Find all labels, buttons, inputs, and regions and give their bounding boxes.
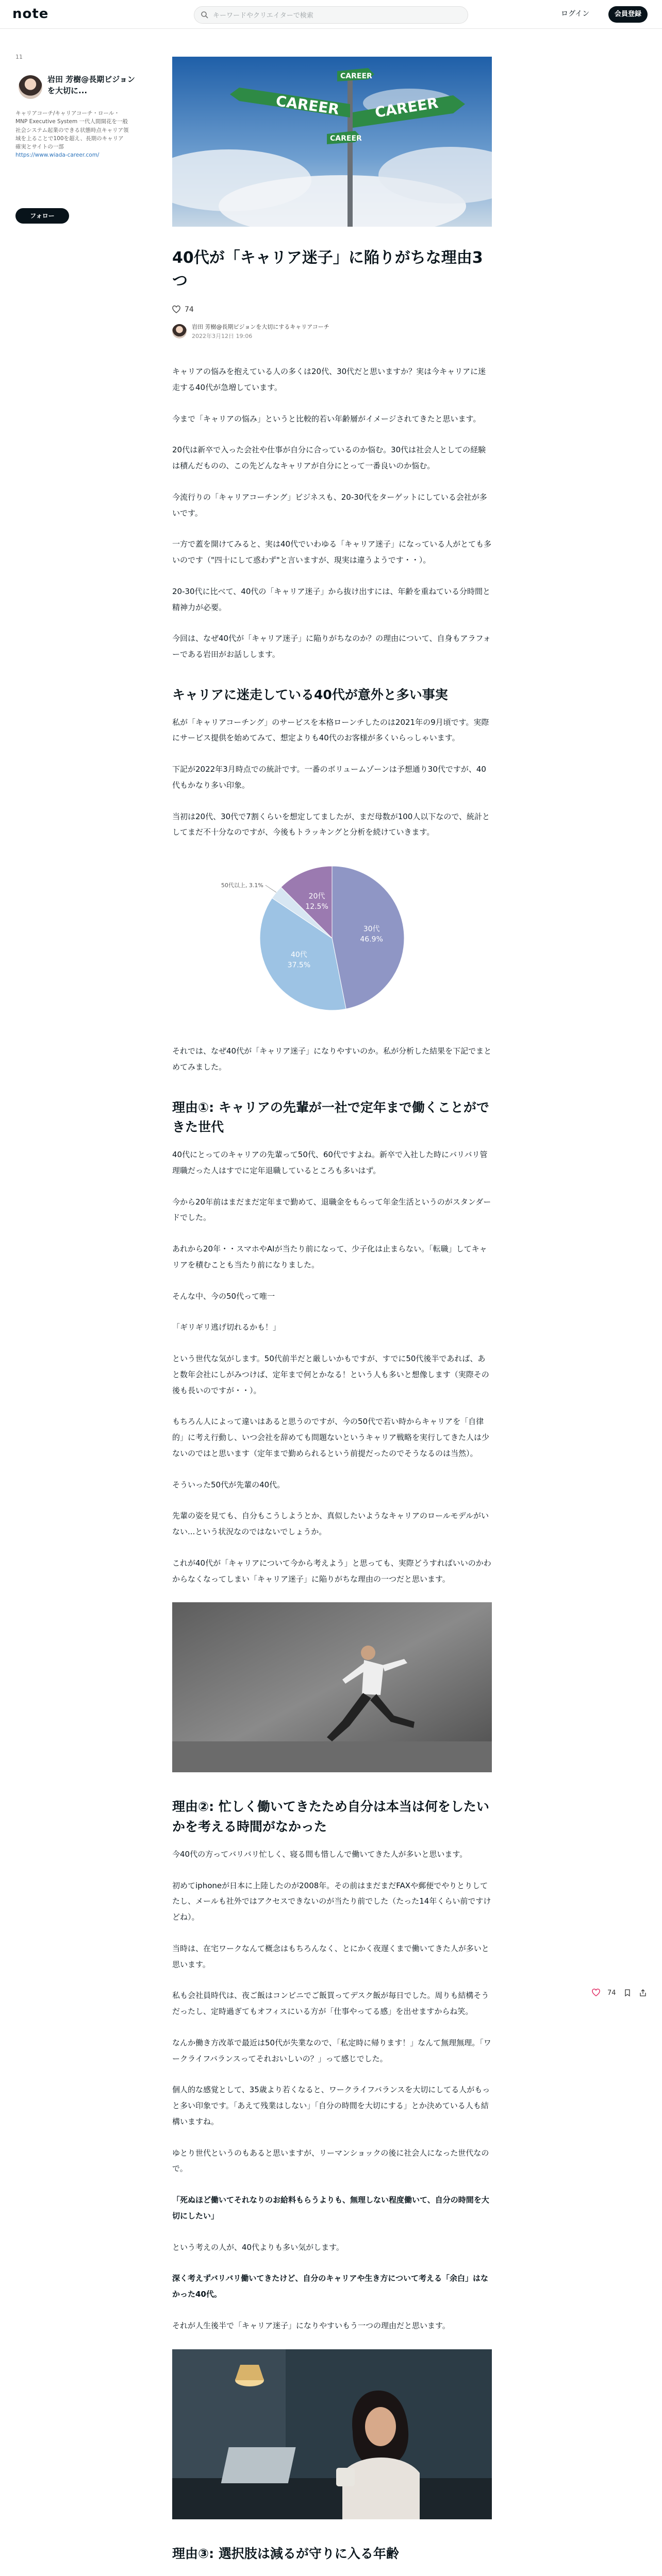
section-heading: 理由①: キャリアの先輩が一社で定年まで働くことができた世代 [172, 1099, 489, 1135]
search-box[interactable] [194, 6, 468, 24]
paragraph: 今流行りの「キャリアコーチング」ビジネスも、20-30代をターゲットにしている会社が多いです。 [172, 492, 487, 518]
pie-leader-line [266, 885, 276, 892]
top-header [0, 0, 662, 29]
bold-paragraph: 「死ぬほど働いてそれなりのお給料もらうよりも、無理しない程度働いて、自分の時間を大切にしたい」 [172, 2195, 489, 2221]
follower-count: 11 [15, 54, 23, 60]
paragraph: 40代にとってのキャリアの先輩って50代、60代ですよね。新卒で入社した時にバリバリ管理職だった人はすでに定年退職しているところも多いはず。 [172, 1150, 488, 1175]
runner-photo [172, 1602, 492, 1772]
paragraph: キャリアの悩みを抱えている人の多くは20代、30代だと思いますか？実は今キャリアに迷走する40代が急増しています。 [172, 367, 486, 392]
paragraph: それでは、なぜ40代が「キャリア迷子」になりやすいのか。私が分析した結果を下記でまとめてみました。 [172, 1046, 492, 1072]
pie-value-label: 12.5% [305, 902, 328, 911]
paragraph: 今回は、なぜ40代が「キャリア迷子」に陥りがちなのか？の理由について、自身もアラフォーである岩田がお話しします。 [172, 634, 491, 659]
bio-link[interactable]: https://www.wiada-career.com/ [15, 152, 100, 159]
heart-icon[interactable] [592, 1989, 600, 1997]
paragraph: 私も会社員時代は、夜ご飯はコンビニでご飯買ってデスク飯が毎日でした。周りも結構そうだったし、定時過ぎてもオフィスにいる方が「仕事やってる感」を出せますからね笑。 [172, 1991, 489, 2016]
note-logo[interactable]: note [12, 6, 49, 22]
like-count: 74 [185, 306, 194, 314]
woman-laptop-image [172, 2349, 492, 2521]
paragraph: 「ギリギリ逃げ切れるかも！」 [172, 1323, 281, 1332]
paragraph: ゆとり世代というのもあると思いますが、リーマンショックの後に社会人になった世代なので。 [172, 2148, 489, 2174]
author-name[interactable]: 岩田 芳樹@長期ビジョンを大切に... [47, 75, 135, 95]
paragraph: もちろん人によって違いはあると思うのですが、今の50代で若い時からキャリアを「自律的」に考え行動し、いつ会社を辞めても問題ないというキャリア戦略を実行してきた人は少ないのではと思います（定年まで勤められるという前提だったのでそうなるのは当然）。 [172, 1417, 490, 1458]
follow-button[interactable]: フォロー [15, 208, 69, 224]
pie-category-label: 40代 [290, 951, 307, 959]
byline-name[interactable]: 岩田 芳樹@長期ビジョンを大切にするキャリアコーチ [192, 324, 329, 330]
hero-image [172, 57, 492, 227]
paragraph: 一方で蓋を開けてみると、実は40代でいわゆる「キャリア迷子」になっている人がとても多いのです（"四十にして惑わず"と言いますが、現実は違うようです・・）。 [172, 539, 492, 565]
sign-text: CAREER [330, 134, 362, 143]
paragraph: 初めてiphoneが日本に上陸したのが2008年。その前はまだまだFAXや郵便でやりとりしてたし、メールも社外ではアクセスできないのが当たり前でした（たった14年くらい前ですけどね）。 [172, 1880, 491, 1922]
paragraph: あれから20年・・スマホやAIが当たり前になって、少子化は止まらない。「転職」してキャリアを積むことも当たり前になりました。 [172, 1244, 487, 1269]
paragraph: そういった50代が先輩の40代。 [172, 1480, 285, 1489]
byline-date: 2022年3月12日 19:06 [192, 333, 253, 340]
running-man-image [172, 1602, 492, 1774]
pie-value-label: 46.9% [360, 935, 383, 944]
byline [172, 323, 492, 340]
pie-category-label: 50代以上, 3.1% [221, 882, 263, 889]
paragraph: 下記が2022年3月時点での統計です。一番のボリュームゾーンは予想通り30代ですが、40代もかなり多い印象。 [172, 765, 486, 790]
pie-value-label: 37.5% [287, 961, 311, 970]
pie-category-label: 30代 [363, 925, 380, 934]
section-heading: 理由③: 選択肢は減るが守りに入る年齢 [172, 2546, 399, 2561]
search-input[interactable] [213, 10, 460, 21]
paragraph: それが人生後半で「キャリア迷子」になりやすいもう一つの理由だと思います。 [172, 2320, 450, 2330]
action-rail [592, 1989, 647, 1997]
paragraph: 当初は20代、30代で7割くらいを想定してましたが、まだ母数が100人以下なので、統計としてまだ不十分なのですが、今後もトラッキングと分析を続けていきます。 [172, 811, 490, 837]
paragraph: 今まで「キャリアの悩み」というと比較的若い年齢層がイメージされてきたと思います。 [172, 414, 481, 423]
paragraph: 20代は新卒で入った会社や仕事が自分に合っているのか悩む。30代は社会人としての経験は積んだものの、この先どんなキャリアが自分にとって一番良いのか悩む。 [172, 445, 486, 470]
article [172, 57, 492, 2576]
like-row [172, 304, 492, 315]
byline-avatar[interactable] [172, 324, 187, 338]
rail-like-count: 74 [607, 1989, 616, 1997]
paragraph: そんな中、今の50代って唯一 [172, 1291, 275, 1301]
woman-laptop-photo [172, 2349, 492, 2519]
paragraph: という世代な気がします。50代前半だと厳しいかもですが、すでに50代後半であれば、あと数年会社にしがみつけば、定年まで何とかなる！という人も多いと想像します（実際その後も長いのですが・・）。 [172, 1354, 489, 1395]
login-link[interactable]: ログイン [561, 10, 590, 18]
section-heading: キャリアに迷走している40代が意外と多い事実 [172, 687, 448, 702]
sign-text: CAREER [373, 94, 440, 121]
paragraph: 20-30代に比べて、40代の「キャリア迷子」から抜け出すには、年齢を重ねている分時間と精神力が必要。 [172, 586, 491, 612]
author-avatar[interactable] [19, 75, 42, 99]
article-body [172, 364, 492, 2576]
search-icon [201, 11, 209, 19]
bookmark-icon[interactable] [623, 1989, 632, 1997]
age-pie-chart [172, 856, 492, 1023]
paragraph: なんか働き方改革で最近は50代が失業なので、「私定時に帰ります！」なんて無理無理。「ワークライフバランスってそれおいしいの？」って感じでした。 [172, 2038, 491, 2063]
paragraph: 今40代の方ってバリバリ忙しく、寝る間も惜しんで働いてきた人が多いと思います。 [172, 1849, 468, 1859]
paragraph [172, 2573, 492, 2576]
paragraph: 私が「キャリアコーチング」のサービスを本格ローンチしたのは2021年の9月頃です。実際にサービス提供を始めてみて、想定よりも40代のお客様が多くいらっしゃいます。 [172, 717, 489, 743]
article-title: 40代が「キャリア迷子」に陥りがちな理由3つ [172, 249, 483, 290]
paragraph: 先輩の姿を見ても、自分もこうしようとか、真似したいようなキャリアのロールモデルがいない...という状況なのではないでしょうか。 [172, 1511, 489, 1536]
heart-icon[interactable] [172, 306, 180, 314]
career-signpost-image [172, 57, 492, 227]
bio-text: キャリアコーチ/キャリアコーチ・ロール・MNP Executive System 一代人間開花を一般社会システム起業のできる状態時点キャリア領域を上ることで100を超え、長期のキャリア確実とサイトの一部 [15, 110, 129, 150]
sign-text: CAREER [340, 72, 372, 80]
paragraph: 当時は、在宅ワークなんて概念はもちろんなく、とにかく夜遅くまで働いてきた人が多いと思います。 [172, 1943, 489, 1969]
register-button[interactable]: 会員登録 [608, 6, 648, 23]
author-bio [15, 109, 129, 160]
pie-category-label: 20代 [308, 892, 325, 901]
sign-text: CAREER [275, 92, 341, 118]
paragraph: 個人的な感覚として、35歳より若くなると、ワークライフバランスを大切にしてる人がもっと多い印象です。「あえて残業はしない」「自分の時間を大切にする」とか決めている人も結構いますね。 [172, 2085, 490, 2126]
share-icon[interactable] [639, 1989, 647, 1997]
pie-chart-svg [172, 856, 492, 1021]
paragraph: これが40代が「キャリアについて今から考えよう」と思っても、実際どうすればいいのかわからなくなってしまい「キャリア迷子」に陥りがちな理由の一つだと思います。 [172, 1558, 491, 1584]
author-sidebar [15, 54, 135, 219]
bold-paragraph: 深く考えずバリバリ働いてきたけど、自分のキャリアや生き方について考える「余白」はなかった40代。 [172, 2274, 489, 2299]
paragraph: という考えの人が、40代よりも多い気がします。 [172, 2242, 344, 2252]
paragraph: 今から20年前はまだまだ定年まで勤めて、退職金をもらって年金生活というのがスタンダードでした。 [172, 1197, 491, 1223]
section-heading: 理由②: 忙しく働いてきたため自分は本当は何をしたいかを考える時間がなかった [172, 1799, 489, 1834]
